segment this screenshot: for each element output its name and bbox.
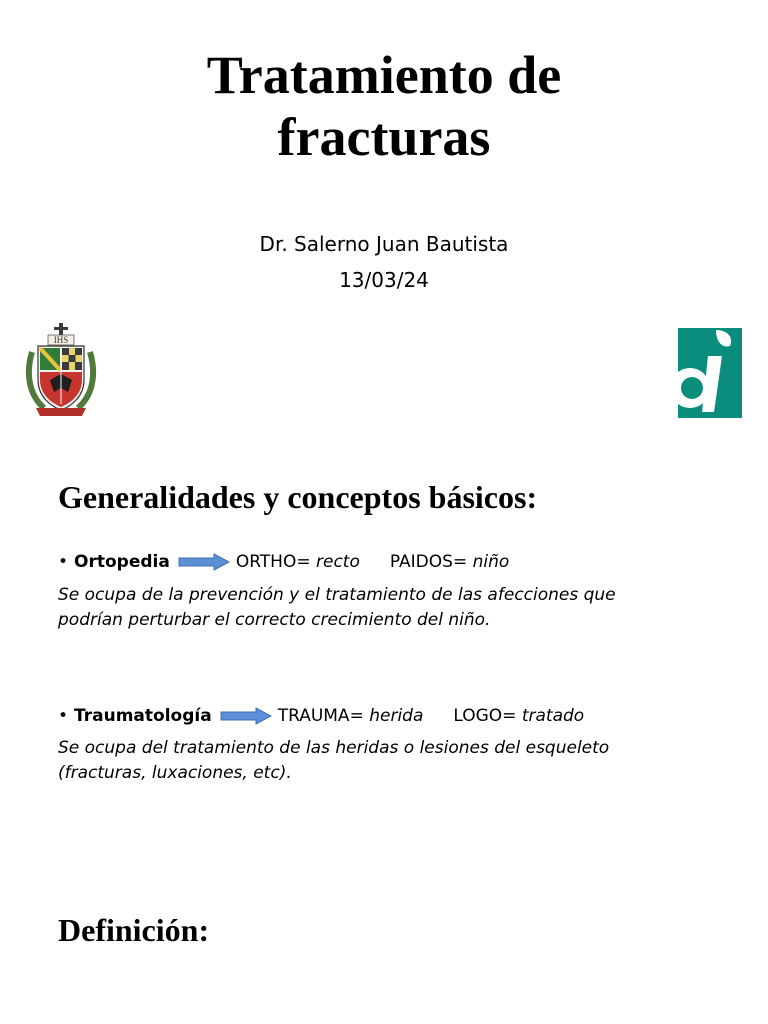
bullet: • — [58, 552, 69, 572]
coat-of-arms-logo — [24, 322, 98, 418]
right-arrow-icon — [220, 707, 272, 725]
coat-of-arms-icon — [24, 322, 98, 418]
section-title-definicion: Definición: — [58, 912, 210, 948]
root1-meaning: herida — [369, 706, 424, 726]
di-logo — [664, 326, 744, 420]
title-line-1: Tratamiento de — [206, 45, 562, 105]
description-ortopedia — [58, 583, 718, 633]
section-title-generalidades: Generalidades y conceptos básicos: — [58, 479, 538, 515]
root2-meaning: niño — [472, 552, 510, 572]
root2-label: LOGO= — [453, 706, 517, 726]
page-title — [0, 44, 768, 168]
root1-meaning: recto — [316, 552, 360, 572]
root2-label: PAIDOS= — [389, 552, 468, 572]
bullet: • — [58, 706, 69, 726]
list-item-ortopedia — [58, 549, 509, 575]
term-ortopedia: Ortopedia — [74, 552, 170, 572]
di-logo-icon — [664, 326, 744, 420]
presentation-date: 13/03/24 — [339, 268, 429, 292]
right-arrow-icon — [178, 553, 230, 571]
title-line-2: fracturas — [277, 107, 491, 167]
author-name: Dr. Salerno Juan Bautista — [259, 232, 509, 256]
root1-label: TRAUMA= — [277, 706, 364, 726]
term-traumatologia: Traumatología — [74, 706, 212, 726]
root1-label: ORTHO= — [235, 552, 311, 572]
description-line: Se ocupa de la prevención y el tratamiento de las afecciones que — [58, 585, 616, 605]
description-line: (fracturas, luxaciones, etc). — [58, 763, 292, 783]
ihs-text: IHS — [53, 335, 69, 345]
description-line: Se ocupa del tratamiento de las heridas o lesiones del esqueleto — [58, 738, 610, 758]
description-traumatologia — [58, 736, 718, 786]
description-line: podrían perturbar el correcto crecimiento del niño. — [58, 610, 491, 630]
root2-meaning: tratado — [521, 706, 585, 726]
list-item-traumatologia — [58, 703, 584, 729]
